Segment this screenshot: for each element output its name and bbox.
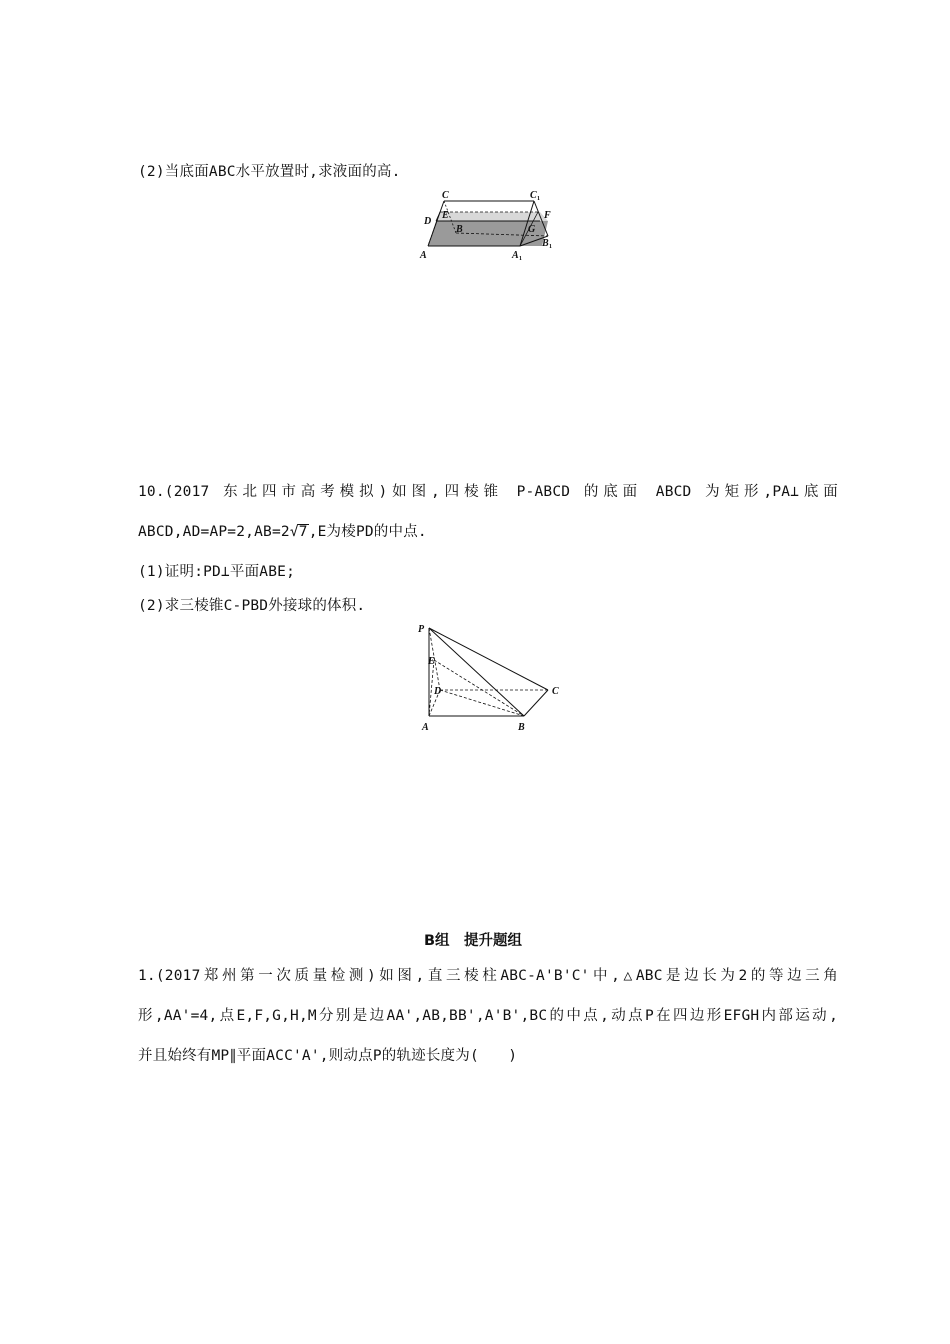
edge-e-b xyxy=(434,660,524,716)
label-c1: C xyxy=(530,190,537,201)
edge-d-b xyxy=(440,690,524,716)
label-c: C xyxy=(552,686,559,697)
label-g: G xyxy=(528,224,536,235)
label-b: B xyxy=(456,224,463,235)
q9-part2: (2)当底面ABC水平放置时,求液面的高. xyxy=(138,164,401,180)
liquid-surface xyxy=(436,212,548,221)
sqrt-expression: √7 xyxy=(289,524,308,540)
q10-line2: ABCD,AD=AP=2,AB=2√7,E为棱PD的中点. xyxy=(138,524,427,540)
svg-text:1: 1 xyxy=(549,244,552,250)
b1-line1: 1.(2017郑州第一次质量检测)如图,直三棱柱ABC-A'B'C'中,△ABC是边长为2的等边三角 xyxy=(138,968,838,984)
label-b1: B xyxy=(542,238,549,249)
label-a1: A xyxy=(512,250,519,261)
edge-p-c xyxy=(429,628,548,690)
b1-line2: 形,AA'=4,点E,F,G,H,M分别是边AA',AB,BB',A'B',BC的中点,动点P在四边形EFGH内部运动, xyxy=(138,1008,838,1024)
pyramid-figure xyxy=(414,620,564,736)
edge-p-b xyxy=(429,628,524,716)
svg-text:1: 1 xyxy=(537,196,540,202)
label-p: P xyxy=(418,624,425,635)
q10-part2: (2)求三棱锥C-PBD外接球的体积. xyxy=(138,598,366,614)
q10-line1: 10.(2017 东北四市高考模拟)如图,四棱锥 P-ABCD 的底面 ABCD 为矩形,PA⊥底面 xyxy=(138,484,838,500)
label-d: D xyxy=(434,686,442,697)
label-a: A xyxy=(422,722,429,733)
edge-b-c xyxy=(524,690,548,716)
label-e: E xyxy=(428,656,435,667)
b1-line3: 并且始终有MP∥平面ACC'A',则动点P的轨迹长度为( ) xyxy=(138,1048,518,1064)
label-e: E xyxy=(442,210,449,221)
label-d: D xyxy=(424,216,432,227)
prism-figure xyxy=(418,188,558,264)
label-b: B xyxy=(518,722,525,733)
svg-text:1: 1 xyxy=(519,256,522,262)
label-c: C xyxy=(442,190,449,201)
section-b-title: B组 提升题组 xyxy=(424,933,523,949)
label-f: F xyxy=(544,210,551,221)
q10-part1: (1)证明:PD⊥平面ABE; xyxy=(138,564,296,580)
label-a: A xyxy=(420,250,427,261)
